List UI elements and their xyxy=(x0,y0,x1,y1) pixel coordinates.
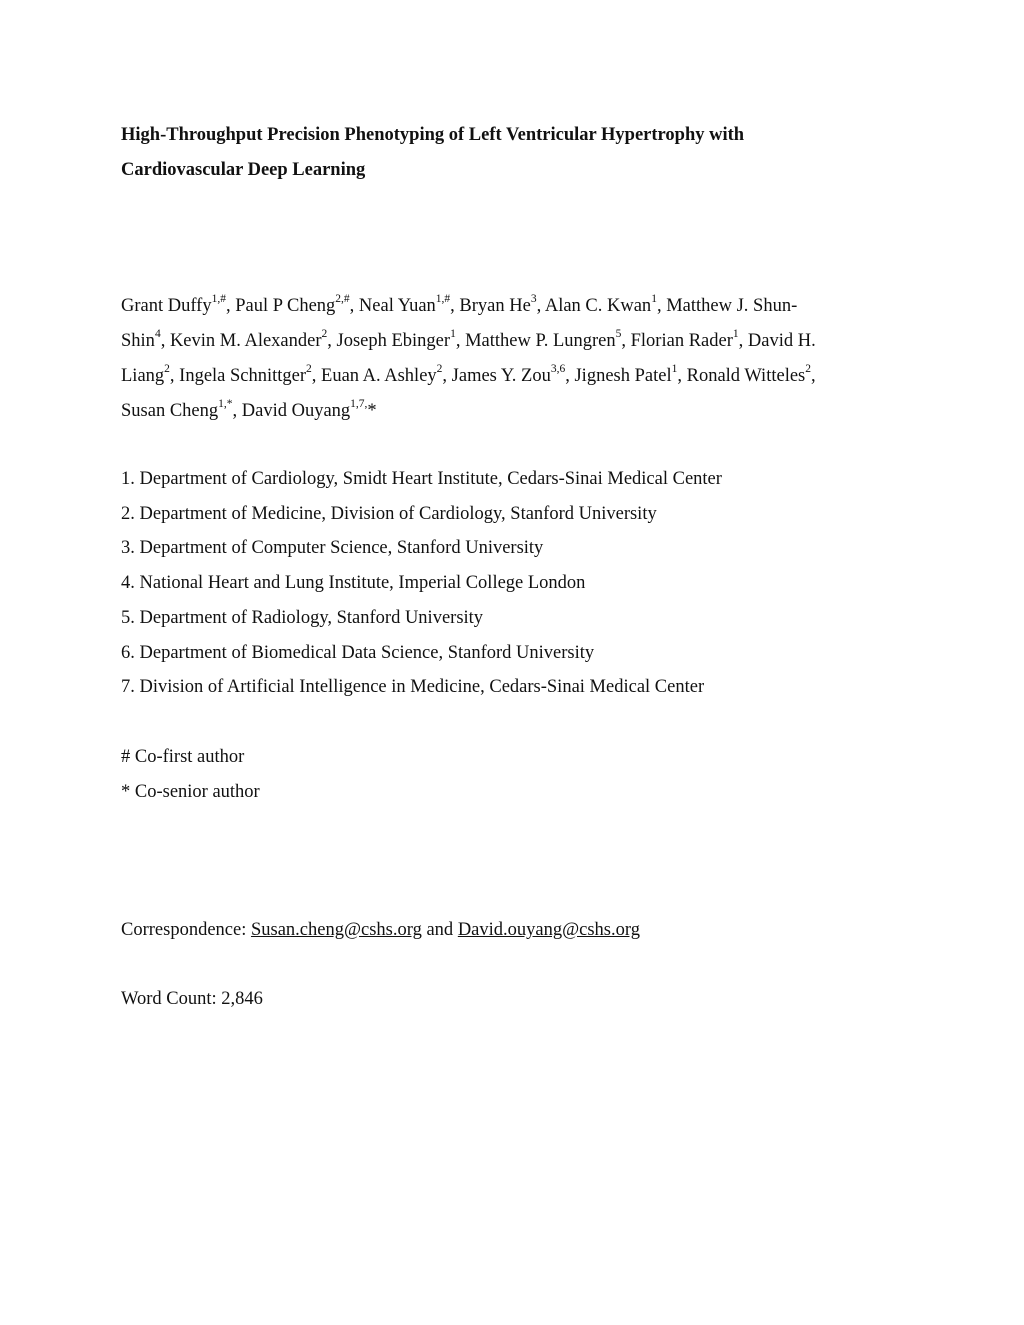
author-affiliation-marker: 2 xyxy=(321,328,328,341)
author-affiliation-marker: 4 xyxy=(154,328,161,341)
affiliation-item: 4. National Heart and Lung Institute, Imperial College London xyxy=(121,573,586,594)
paper-title xyxy=(121,118,901,188)
author-affiliation-marker: 2,# xyxy=(335,293,350,306)
affiliation-item: 3. Department of Computer Science, Stanford University xyxy=(121,538,544,559)
author-name: Florian Rader xyxy=(630,331,733,351)
author-name-part: Liang xyxy=(121,366,165,386)
author-name: Jignesh Patel xyxy=(574,366,672,386)
author-affiliation-marker: 1 xyxy=(450,328,456,341)
co-senior-author-note: * Co-senior author xyxy=(121,782,260,802)
author-line-3: Liang$^2$, Ingela Schnittger$^2$, Euan A. Ashley$^2$, James Y. Zou$^{3,6}$, Jignesh Patel$^1$, Ronald Witteles$^2$, xyxy=(121,363,816,386)
co-first-author-note: # Co-first author xyxy=(121,747,245,767)
author-name-part: Matthew J. Shun- xyxy=(666,296,798,316)
author-name-part: David H. xyxy=(747,331,816,351)
affiliation-item: 1. Department of Cardiology, Smidt Heart Institute, Cedars-Sinai Medical Center xyxy=(121,469,722,489)
author-affiliation-marker: 1,* xyxy=(218,398,233,411)
correspondence xyxy=(121,913,640,948)
email-link-susan-cheng[interactable]: Susan.cheng@cshs.org xyxy=(250,920,422,940)
author-affiliation-marker: 1,# xyxy=(435,293,451,306)
author-affiliation-marker: 3,6 xyxy=(550,363,566,376)
author-name: Ronald Witteles xyxy=(686,366,806,386)
author-name: Neal Yuan xyxy=(358,296,436,316)
author-affiliation-marker: 1 xyxy=(671,363,678,376)
affiliation-item: 5. Department of Radiology, Stanford University xyxy=(121,607,484,628)
author-affiliation-marker: 2 xyxy=(805,363,811,376)
affiliation-item: 6. Department of Biomedical Data Science, Stanford University xyxy=(121,642,595,663)
correspondence-label: Correspondence: xyxy=(121,920,251,940)
author-name: James Y. Zou xyxy=(451,366,551,386)
author-name: Ingela Schnittger xyxy=(179,366,307,386)
email-link-david-ouyang[interactable]: David.ouyang@cshs.org xyxy=(457,920,640,940)
author-name: Alan C. Kwan xyxy=(544,296,652,316)
author-name: Euan A. Ashley xyxy=(321,366,437,386)
author-affiliation-marker: 1,# xyxy=(211,293,226,306)
author-list xyxy=(121,289,901,429)
author-name: Grant Duffy xyxy=(121,296,212,316)
author-name: Bryan He xyxy=(459,296,531,316)
author-name: Paul P Cheng xyxy=(235,296,336,316)
author-affiliation-marker: 1 xyxy=(651,293,657,306)
title-line-1: High-Throughput Precision Phenotyping of Left Ventricular Hypertrophy with xyxy=(121,125,745,145)
author-affiliation-marker: 2 xyxy=(306,363,312,376)
author-affiliation-marker: 1 xyxy=(732,328,739,341)
author-affiliation-marker: 5 xyxy=(615,328,622,341)
author-name: Joseph Ebinger xyxy=(336,331,451,351)
author-affiliation-marker: 1,7, xyxy=(350,398,368,411)
title-line-2: Cardiovascular Deep Learning xyxy=(121,160,366,180)
author-affiliation-marker: 3 xyxy=(530,293,537,306)
author-name-part: Shin xyxy=(121,331,155,351)
author-name: Matthew P. Lungren xyxy=(465,331,616,351)
affiliation-item: 7. Division of Artificial Intelligence in Medicine, Cedars-Sinai Medical Center xyxy=(121,677,705,698)
author-name: Kevin M. Alexander xyxy=(169,331,322,351)
author-name: Susan Cheng xyxy=(121,401,219,421)
author-name: David Ouyang xyxy=(241,401,351,421)
author-line-4: Susan Cheng$^{1,*}$, David Ouyang$^{1,7,}$* xyxy=(121,398,377,421)
affiliation-list xyxy=(121,462,901,705)
author-affiliation-marker: 2 xyxy=(436,363,443,376)
author-notes xyxy=(121,740,260,810)
affiliation-item: 2. Department of Medicine, Division of Cardiology, Stanford University xyxy=(121,503,657,524)
author-affiliation-marker: 2 xyxy=(164,363,170,376)
word-count: Word Count: 2,846 xyxy=(121,989,263,1009)
author-line-1: Grant Duffy$^{1,\#}$, Paul P Cheng$^{2,\#}$, Neal Yuan$^{1,\#}$, Bryan He$^3$, Alan C. Kwan$^1$, Matthew J. Shun- xyxy=(121,293,798,316)
author-line-2: Shin$^4$, Kevin M. Alexander$^2$, Joseph Ebinger$^1$, Matthew P. Lungren$^5$, Florian Rader$^1$, David H. xyxy=(121,328,816,351)
correspondence-joiner: and xyxy=(421,920,458,940)
